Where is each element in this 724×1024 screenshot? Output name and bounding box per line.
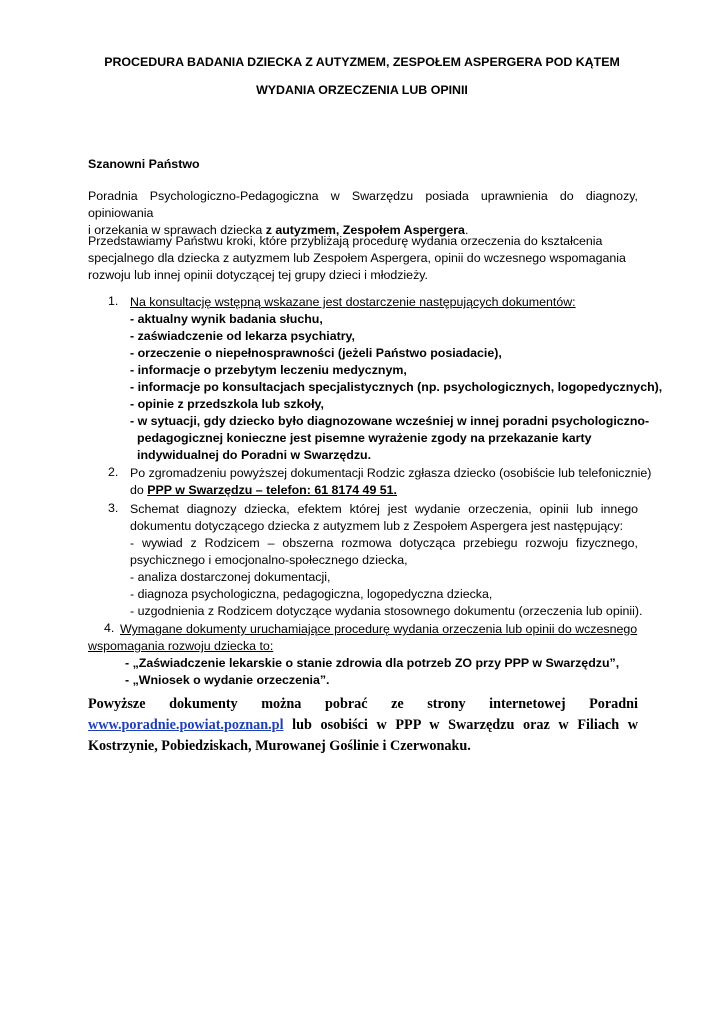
download-line3: Kostrzynie, Pobiedziskach, Murowanej Goślinie i Czerwonaku.: [88, 738, 471, 754]
item3-line1: Schemat diagnozy dziecka, efektem której jest wydanie orzeczenia, opinii lub innego: [130, 502, 638, 516]
item1-doc-7: - w sytuacji, gdy dziecko było diagnozowane wcześniej w innej poradni psychologiczno-: [130, 414, 650, 428]
item1-doc-6: - opinie z przedszkola lub szkoły,: [130, 397, 324, 411]
download-line1: Powyższe dokumenty można pobrać ze strony internetowej Poradni: [88, 696, 638, 712]
download-paragraph: [88, 694, 638, 757]
intro-line2-end: .: [464, 223, 469, 237]
item4-line1: [120, 621, 637, 637]
item3-step-4: - uzgodnienia z Rodzicem dotyczące wydania stosownego dokumentu (orzeczenia lub opinii).: [130, 604, 643, 618]
steps-line3: rozwoju lub innej opinii dotyczącej tej grupy dzieci i młodzieży.: [88, 268, 428, 282]
item2-line2: [130, 482, 397, 498]
item4-number: 4.: [104, 621, 115, 635]
item1-heading-text: Na konsultację wstępną wskazane jest dostarczenie następujących dokumentów:: [130, 295, 576, 309]
item2-phone: PPP w Swarzędzu – telefon: 61 8174 49 51.: [147, 483, 398, 497]
download-line2: [88, 715, 638, 736]
item3-line2: dokumentu dotyczącego dziecka z autyzmem lub z Zespołem Aspergera jest następujący:: [130, 519, 624, 533]
steps-line2: specjalnego dla dziecka z autyzmem lub Zespołem Aspergera, opinii do wczesnego wspomagania: [88, 251, 626, 265]
item4-line1-text: Wymagane dokumenty uruchamiające procedurę wydania orzeczenia lub opinii do wczesnego: [120, 622, 638, 636]
item1-doc-2: - zaświadczenie od lekarza psychiatry,: [130, 329, 355, 343]
item1-heading: [130, 294, 576, 310]
intro-line1: Poradnia Psychologiczno-Pedagogiczna w Swarzędzu posiada uprawnienia do diagnozy, opiniowania: [88, 189, 638, 220]
item3-step-1: - wywiad z Rodzicem – obszerna rozmowa dotycząca przebiegu rozwoju fizycznego,: [130, 536, 638, 550]
item4-doc-2: - „Wniosek o wydanie orzeczenia”.: [125, 673, 330, 687]
item2-line2-prefix: do: [130, 483, 148, 497]
item1-doc-4: - informacje o przebytym leczeniu medycznym,: [130, 363, 407, 377]
intro-line2-bold: z autyzmem, Zespołem Aspergera: [265, 223, 465, 237]
item2-number: 2.: [108, 465, 119, 479]
intro-paragraph: [88, 188, 638, 239]
item1-doc-5: - informacje po konsultacjach specjalistycznych (np. psychologicznych, logopedycznych),: [130, 380, 663, 394]
poradnie-website-link[interactable]: www.poradnie.powiat.poznan.pl: [88, 717, 284, 733]
download-line2-rest: lub osobiści w PPP w Swarzędzu oraz w Filiach w: [283, 717, 638, 733]
item1-doc-7-cont2: indywidualnej do Poradni w Swarzędzu.: [137, 448, 372, 462]
item4-line2-text: wspomagania rozwoju dziecka to:: [88, 639, 274, 653]
steps-paragraph: [88, 233, 638, 284]
item1-doc-3: - orzeczenie o niepełnosprawności (jeżeli Państwo posiadacie),: [130, 346, 502, 360]
item1-doc-7-cont1: pedagogicznej konieczne jest pisemne wyrażenie zgody na przekazanie karty: [137, 431, 592, 445]
item1-doc-1: - aktualny wynik badania słuchu,: [130, 312, 323, 326]
item4-line2: [88, 638, 273, 654]
item1-number: 1.: [108, 294, 119, 308]
intro-line2-text: i orzekania w sprawach dziecka: [88, 223, 266, 237]
item4-doc-1: - „Zaświadczenie lekarskie o stanie zdrowia dla potrzeb ZO przy PPP w Swarzędzu”,: [125, 656, 620, 670]
document-title-line1: PROCEDURA BADANIA DZIECKA Z AUTYZMEM, ZESPOŁEM ASPERGERA POD KĄTEM: [104, 55, 620, 69]
steps-line1: Przedstawiamy Państwu kroki, które przybliżają procedurę wydania orzeczenia do kształcenia: [88, 234, 603, 248]
greeting: Szanowni Państwo: [88, 157, 200, 171]
document-title-line2: WYDANIA ORZECZENIA LUB OPINII: [256, 83, 468, 97]
item3-number: 3.: [108, 501, 119, 515]
item2-line1: Po zgromadzeniu powyższej dokumentacji Rodzic zgłasza dziecko (osobiście lub telefonicznie): [130, 466, 652, 480]
item3-step-1-cont: psychicznego i emocjonalno-społecznego dziecka,: [130, 553, 408, 567]
item3-step-2: - analiza dostarczonej dokumentacji,: [130, 570, 331, 584]
item3-step-3: - diagnoza psychologiczna, pedagogiczna, logopedyczna dziecka,: [130, 587, 493, 601]
